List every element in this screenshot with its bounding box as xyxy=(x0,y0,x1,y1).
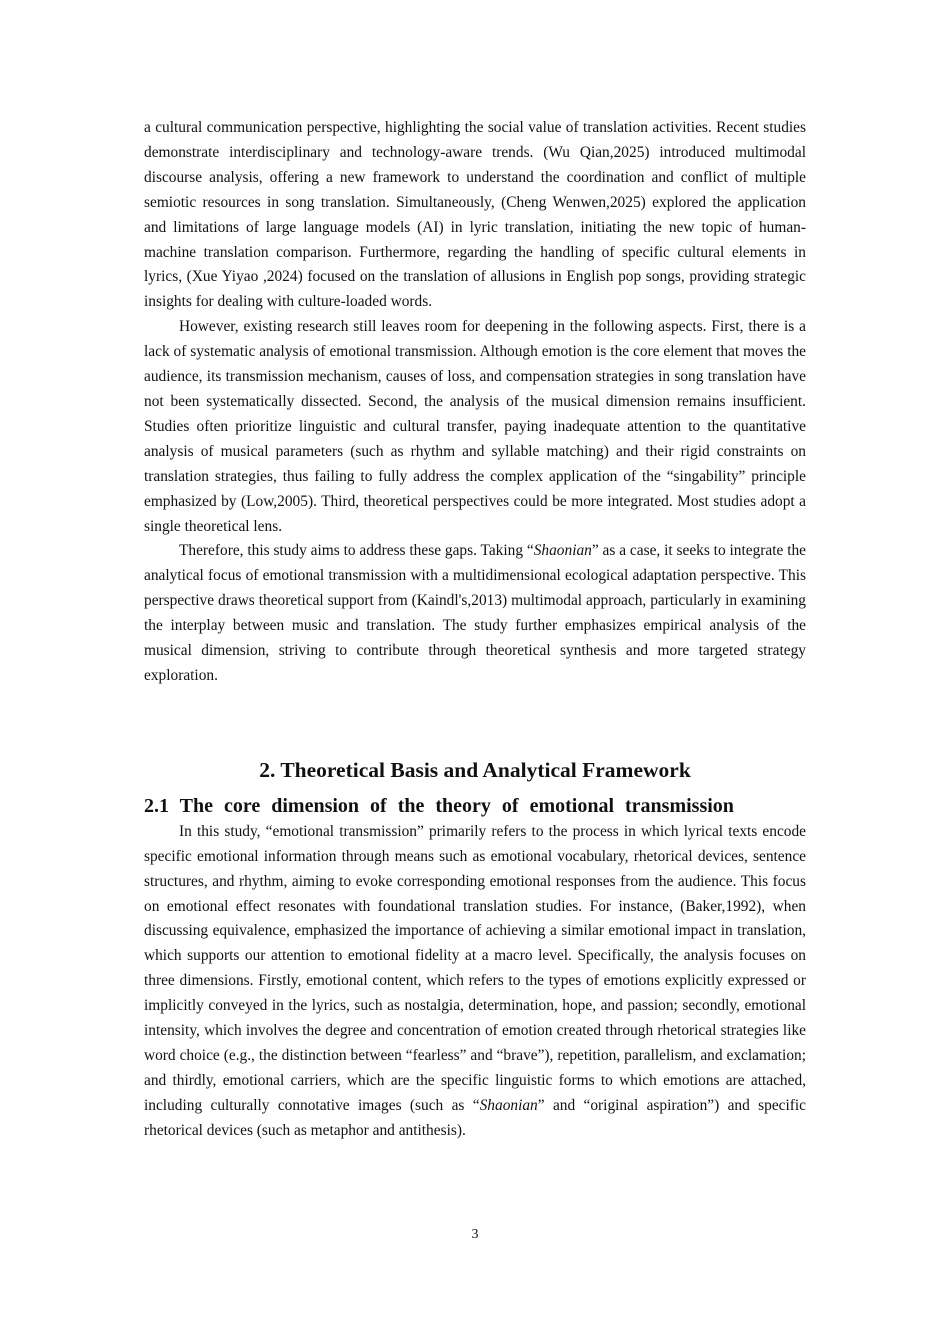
body-paragraph-2 xyxy=(144,315,806,539)
page-body xyxy=(144,116,806,1144)
page-number: 3 xyxy=(471,1227,479,1242)
body-paragraph-4 xyxy=(144,820,806,1144)
text-segment: ” and “original aspiration”) and specific rhetorical devices (such as metaphor and antithesis). xyxy=(144,1096,806,1139)
text-segment: However, existing research still leaves room for deepening in the following aspects. First, there is a lack of systematic analysis of emotional transmission. Although emotion is the core element that moves the audience, its transmission mechanism, causes of loss, and compensation strategies in song translation have not been systematically dissected. Second, the analysis of the musical dimension remains insufficient. Studies often prioritize linguistic and cultural transfer, paying inadequate attention to the quantitative analysis of musical parameters (such as rhythm and syllable matching) and their rigid constraints on translation strategies, thus failing to fully address the complex application of the “singability” principle emphasized by (Low,2005). Third, theoretical perspectives could be more integrated. Most studies adopt a single theoretical lens. xyxy=(144,318,806,535)
text-segment: a cultural communication perspective, highlighting the social value of translation activities. Recent studies demonstrate interdisciplinary and technology-aware trends. (Wu Qian,2025) introduced multimodal discourse analysis, offering a new framework to understand the coordination and conflict of multiple semiotic resources in song translation. Simultaneously, (Cheng Wenwen,2025) explored the application and limitations of large language models (AI) in lyric translation, initiating the new topic of human-machine translation comparison. Furthermore, regarding the handling of specific cultural elements in lyrics, (Xue Yiyao ,2024) focused on the translation of allusions in English pop songs, providing strategic insights for dealing with culture-loaded words. xyxy=(144,119,806,311)
body-paragraph-3 xyxy=(144,539,806,688)
section-title: 2. Theoretical Basis and Analytical Framework xyxy=(259,757,691,782)
italic-term: Shaonian xyxy=(479,1096,538,1114)
subsection-title: 2.1 The core dimension of the theory of emotional transmission xyxy=(144,794,734,817)
text-segment: Therefore, this study aims to address these gaps. Taking “ xyxy=(179,542,534,560)
text-segment: In this study, “emotional transmission” primarily refers to the process in which lyrical texts encode specific emotional information through means such as emotional vocabulary, rhetorical devices, sentence structures, and rhythm, aiming to evoke corresponding emotional responses from the audience. This focus on emotional effect resonates with foundational translation studies. For instance, (Baker,1992), when discussing equivalence, emphasized the importance of achieving a similar emotional impact in translation, which supports our attention to emotional fidelity at a macro level. Specifically, the analysis focuses on three dimensions. Firstly, emotional content, which refers to the types of emotions explicitly expressed or implicitly conveyed in the lyrics, such as nostalgia, determination, hope, and passion; secondly, emotional intensity, which involves the degree and concentration of emotion created through rhetorical strategies like word choice (e.g., the distinction between “fearless” and “brave”), repetition, parallelism, and exclamation; and thirdly, emotional carriers, which are the specific linguistic forms to which emotions are attached, including culturally connotative images (such as “ xyxy=(144,822,806,1114)
section-spacer xyxy=(144,689,806,749)
italic-term: Shaonian xyxy=(533,542,592,560)
text-segment: ” as a case, it seeks to integrate the analytical focus of emotional transmission with a multidimensional ecological adaptation perspective. This perspective draws theoretical support from (Kaindl's,2013) multimodal approach, particularly in examining the interplay between music and translation. The study further emphasizes empirical analysis of the musical dimension, striving to contribute through theoretical synthesis and more targeted strategy exploration. xyxy=(144,542,806,684)
body-paragraph-1 xyxy=(144,116,806,315)
